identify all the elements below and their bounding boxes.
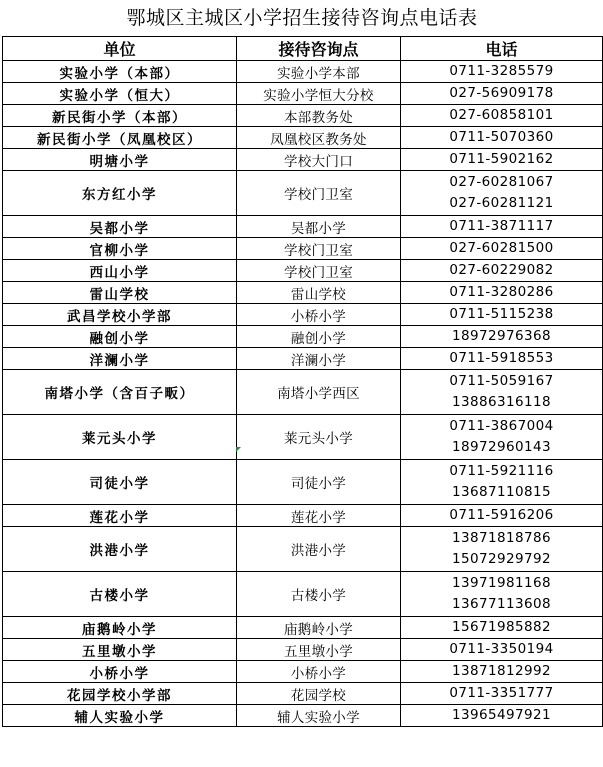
phone-number: 13677113608 [452,596,551,612]
spreadsheet [2,0,602,727]
cell-phone [401,617,603,639]
cell-unit: 实验小学（本部） [3,61,237,83]
cell-unit: 武昌学校小学部 [3,304,237,326]
phone-number: 0711-3350194 [449,641,554,657]
cell-point: 五里墩小学 [237,639,401,661]
cell-phone [401,282,603,304]
cell-phone [401,61,603,83]
table-row [3,149,603,171]
phone-number: 18972960143 [452,439,551,455]
cell-unit: 花园学校小学部 [3,683,237,705]
cell-point: 小桥小学 [237,661,401,683]
cell-phone [401,683,603,705]
cell-phone [401,127,603,149]
cell-point: 辅人实验小学 [237,705,401,727]
cell-point: 小桥小学 [237,304,401,326]
cell-unit: 新民街小学（凤凰校区） [3,127,237,149]
cell-point: 古楼小学 [237,572,401,617]
table-row [3,572,603,617]
phone-number: 0711-5115238 [449,306,554,322]
table-row [3,127,603,149]
phone-number: 13965497921 [452,707,551,723]
cell-unit: 新民街小学（本部） [3,105,237,127]
phone-number: 0711-3351777 [449,685,554,701]
cell-phone [401,348,603,370]
table-row [3,370,603,415]
header-row [3,37,603,61]
cell-point: 学校门卫室 [237,171,401,216]
cell-point: 雷山学校 [237,282,401,304]
table-title: 鄂城区主城区小学招生接待咨询点电话表 [126,7,478,29]
cell-point: 庙鹅岭小学 [237,617,401,639]
phone-number: 15072929792 [452,551,551,567]
cell-phone [401,238,603,260]
cell-point: 学校大门口 [237,149,401,171]
cell-unit: 小桥小学 [3,661,237,683]
cell-unit: 辅人实验小学 [3,705,237,727]
cell-phone [401,304,603,326]
phone-number: 0711-3280286 [449,284,554,300]
table-row [3,105,603,127]
table-row [3,415,603,460]
cell-unit: 官柳小学 [3,238,237,260]
table-row [3,639,603,661]
cell-phone [401,639,603,661]
cell-phone [401,326,603,348]
phone-number: 0711-3285579 [449,63,554,79]
cell-phone [401,415,603,460]
cell-comment-marker [236,447,241,452]
table-row [3,304,603,326]
table-row [3,260,603,282]
cell-phone [401,505,603,527]
cell-phone [401,171,603,216]
cell-point: 莲花小学 [237,505,401,527]
table-row [3,83,603,105]
phone-number: 0711-5916206 [449,507,554,523]
header-point: 接待咨询点 [237,37,401,61]
phone-number: 027-60281121 [449,195,554,211]
table-row [3,348,603,370]
cell-unit: 洪港小学 [3,527,237,572]
cell-point: 凤凰校区教务处 [237,127,401,149]
cell-phone [401,260,603,282]
phone-number: 0711-5921116 [449,463,554,479]
table-row [3,238,603,260]
table-row [3,216,603,238]
phone-number: 13871812992 [452,663,551,679]
cell-phone [401,149,603,171]
cell-unit: 莱元头小学 [3,415,237,460]
phone-number: 027-56909178 [449,85,554,101]
header-unit: 单位 [3,37,237,61]
cell-point: 南塔小学西区 [237,370,401,415]
cell-phone [401,105,603,127]
cell-phone [401,370,603,415]
cell-unit: 西山小学 [3,260,237,282]
table-row [3,61,603,83]
phone-number: 0711-3867004 [449,418,554,434]
cell-unit: 东方红小学 [3,171,237,216]
table-row [3,326,603,348]
contact-table [2,36,603,727]
table-row [3,460,603,505]
cell-phone [401,83,603,105]
table-row [3,505,603,527]
cell-phone [401,460,603,505]
phone-number: 0711-5070360 [449,129,554,145]
phone-number: 027-60281067 [449,174,554,190]
phone-number: 0711-5059167 [449,373,554,389]
cell-point: 本部教务处 [237,105,401,127]
cell-point: 花园学校 [237,683,401,705]
table-row [3,527,603,572]
phone-number: 13971981168 [452,575,551,591]
cell-unit: 五里墩小学 [3,639,237,661]
cell-point: 洪港小学 [237,527,401,572]
table-row [3,661,603,683]
header-phone: 电话 [401,37,603,61]
cell-phone [401,572,603,617]
cell-phone [401,527,603,572]
cell-point: 莱元头小学 [237,415,401,460]
cell-unit: 明塘小学 [3,149,237,171]
phone-number: 0711-5918553 [449,350,554,366]
phone-number: 027-60229082 [449,262,554,278]
cell-unit: 实验小学（恒大） [3,83,237,105]
cell-point: 融创小学 [237,326,401,348]
table-row [3,617,603,639]
cell-phone [401,661,603,683]
cell-unit: 洋澜小学 [3,348,237,370]
cell-unit: 雷山学校 [3,282,237,304]
cell-unit: 吴都小学 [3,216,237,238]
cell-point: 吴都小学 [237,216,401,238]
phone-number: 13886316118 [452,394,551,410]
cell-point: 学校门卫室 [237,238,401,260]
table-row [3,683,603,705]
cell-unit: 庙鹅岭小学 [3,617,237,639]
cell-unit: 融创小学 [3,326,237,348]
table-row [3,171,603,216]
cell-point: 司徒小学 [237,460,401,505]
cell-phone [401,216,603,238]
cell-unit: 司徒小学 [3,460,237,505]
phone-number: 0711-5902162 [449,151,554,167]
cell-unit: 莲花小学 [3,505,237,527]
phone-number: 13871818786 [452,530,551,546]
table-body [3,61,603,727]
table-row [3,282,603,304]
cell-point: 实验小学恒大分校 [237,83,401,105]
cell-phone [401,705,603,727]
cell-unit: 古楼小学 [3,572,237,617]
cell-point: 实验小学本部 [237,61,401,83]
table-row [3,705,603,727]
phone-number: 0711-3871117 [449,218,554,234]
cell-unit: 南塔小学（含百子畈） [3,370,237,415]
phone-number: 13687110815 [452,484,551,500]
phone-number: 027-60858101 [449,107,554,123]
phone-number: 027-60281500 [449,240,554,256]
phone-number: 18972976368 [452,328,551,344]
cell-point: 洋澜小学 [237,348,401,370]
cell-point: 学校门卫室 [237,260,401,282]
phone-number: 15671985882 [452,619,551,635]
